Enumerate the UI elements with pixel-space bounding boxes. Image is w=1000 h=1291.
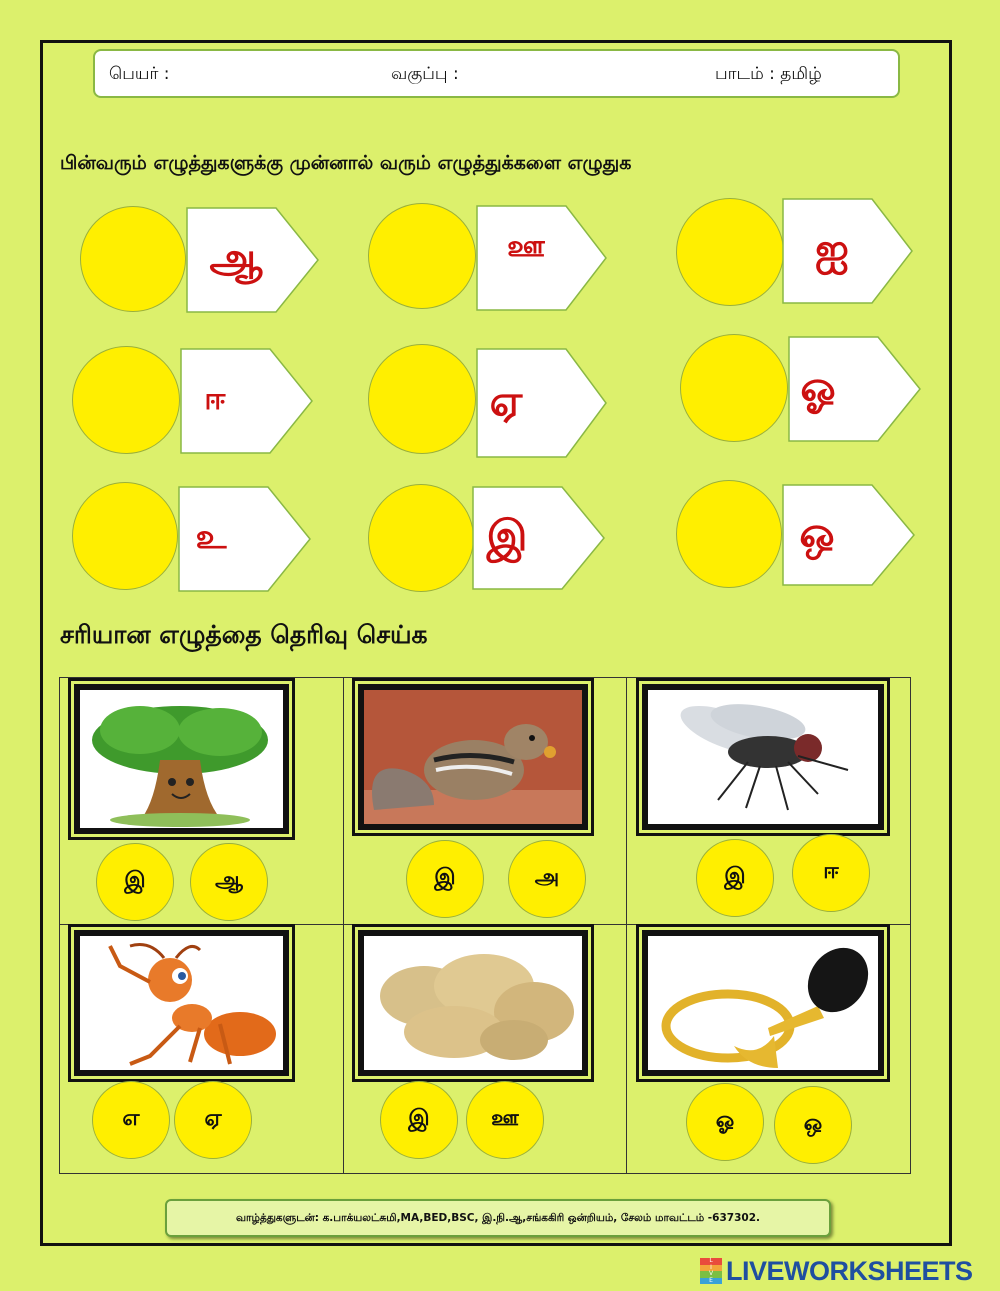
option-6a[interactable]: ஓ <box>686 1083 764 1161</box>
picture-ant <box>74 930 289 1076</box>
option-5b[interactable]: ஊ <box>466 1081 544 1159</box>
liveworksheets-logo <box>700 1256 973 1286</box>
answer-circle-5[interactable] <box>368 344 476 454</box>
option-2b[interactable]: அ <box>508 840 586 918</box>
answer-circle-9[interactable] <box>676 480 782 588</box>
option-1b[interactable]: ஆ <box>190 843 268 921</box>
option-5a[interactable]: இ <box>380 1081 458 1159</box>
answer-circle-6[interactable] <box>680 334 788 442</box>
brand-name: LIVEWORKSHEETS <box>726 1255 973 1286</box>
brand-logo-icon: L I V E <box>700 1258 722 1284</box>
tag-letter: ஊ <box>507 229 545 264</box>
author-credit: வாழ்த்துகளுடன்: க.பாக்யலட்சுமி,MA,BED,BSC, இ.நி.ஆ,சங்ககிரி ஒன்றியம், சேலம் மாவட்டம் -637302. <box>165 1199 831 1237</box>
option-4b[interactable]: ஏ <box>174 1081 252 1159</box>
letter-tag-4 <box>180 348 314 454</box>
tag-letter: இ <box>486 510 528 560</box>
picture-banyan-tree <box>74 684 289 834</box>
tag-letter: ஆ <box>209 232 263 282</box>
letter-tag-2 <box>476 205 608 311</box>
picture-horn <box>642 930 884 1076</box>
tag-letter: ஏ <box>489 375 523 425</box>
tag-letter: ஓ <box>800 361 836 411</box>
tag-letter: உ <box>195 517 227 557</box>
option-4a[interactable]: எ <box>92 1081 170 1159</box>
letter-tag-5 <box>476 348 608 458</box>
option-1a[interactable]: இ <box>96 843 174 921</box>
section2-instruction: சரியான எழுத்தை தெரிவு செய்க <box>60 620 428 649</box>
tag-letter: ஐ <box>815 223 849 273</box>
subject-label: பாடம் : தமிழ் <box>715 64 822 84</box>
name-label: பெயர் : <box>109 64 170 84</box>
tag-letter: ஒ <box>799 507 835 557</box>
option-6b[interactable]: ஒ <box>774 1086 852 1164</box>
answer-circle-4[interactable] <box>72 346 180 454</box>
answer-circle-3[interactable] <box>676 198 784 306</box>
picture-squirrel <box>358 684 588 830</box>
answer-circle-2[interactable] <box>368 203 476 309</box>
answer-circle-8[interactable] <box>368 484 474 592</box>
class-label: வகுப்பு : <box>391 64 459 84</box>
answer-circle-7[interactable] <box>72 482 178 590</box>
letter-tag-1 <box>186 207 320 313</box>
answer-circle-1[interactable] <box>80 206 186 312</box>
letter-tag-8 <box>472 486 606 590</box>
picture-ginger <box>358 930 588 1076</box>
tag-letter: ஈ <box>204 381 226 417</box>
option-3b[interactable]: ஈ <box>792 834 870 912</box>
letter-tag-7 <box>178 486 312 592</box>
student-info-header <box>93 49 900 98</box>
option-3a[interactable]: இ <box>696 839 774 917</box>
letter-tag-6 <box>788 336 922 442</box>
letter-tag-3 <box>782 198 914 304</box>
option-2a[interactable]: இ <box>406 840 484 918</box>
letter-tag-9 <box>782 484 916 586</box>
section1-instruction: பின்வரும் எழுத்துகளுக்கு முன்னால் வரும் எழுத்துக்களை எழுதுக <box>60 152 632 174</box>
picture-housefly <box>642 684 884 830</box>
